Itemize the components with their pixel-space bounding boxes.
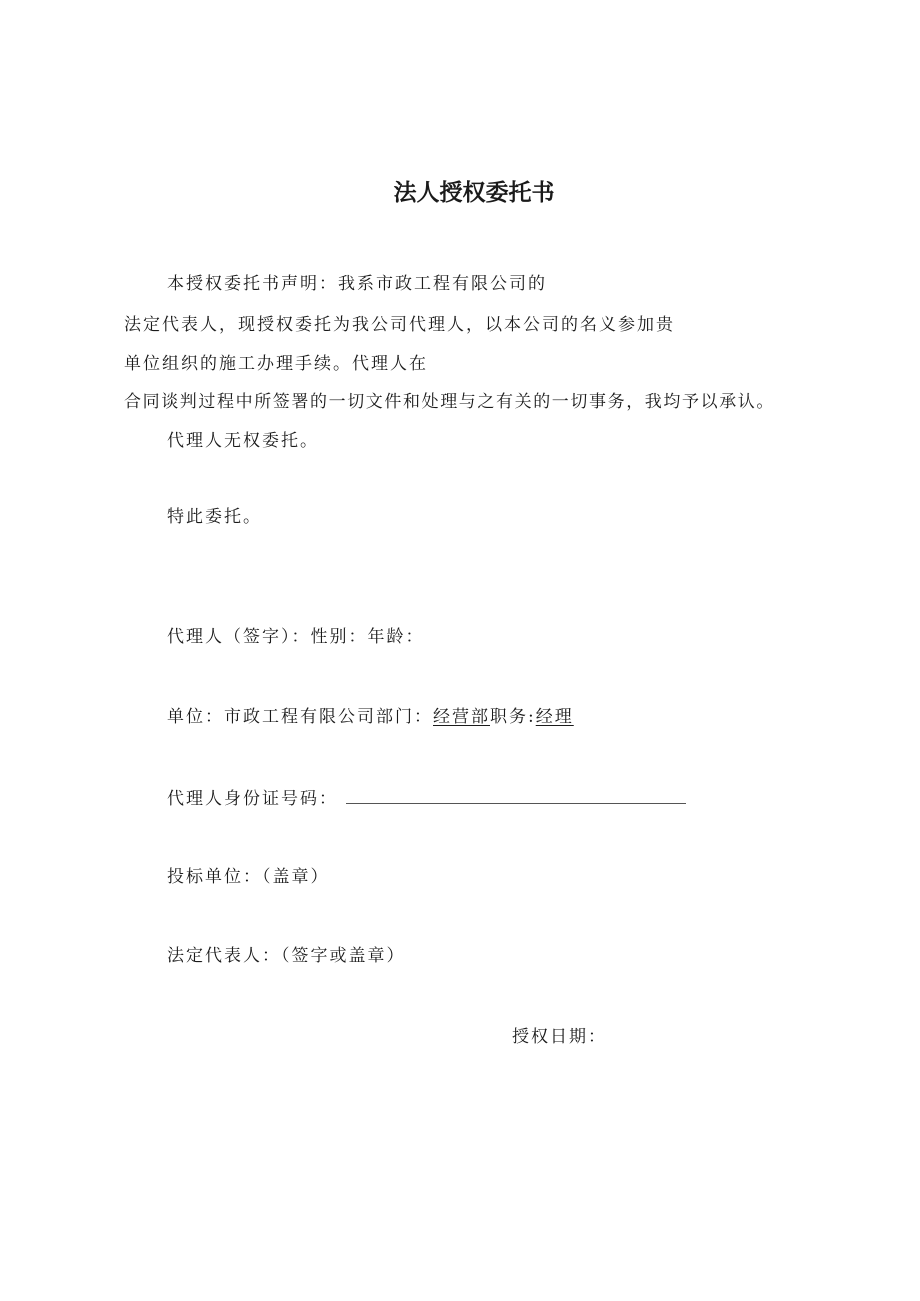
paragraph-line-3: 单位组织的施工办理手续。代理人在	[124, 354, 428, 374]
id-number-blank	[346, 785, 686, 804]
unit-prefix: 单位：市政工程有限公司部门：	[167, 707, 433, 727]
id-number-line	[167, 785, 686, 811]
position-value: 经理	[535, 707, 574, 727]
bidder-line: 投标单位：（盖章）	[167, 867, 330, 887]
paragraph-line-5: 代理人无权委托。	[167, 431, 319, 451]
auth-date-label: 授权日期：	[512, 1027, 607, 1047]
closing-statement: 特此委托。	[167, 507, 262, 527]
page-title: 法人授权委托书	[393, 180, 555, 206]
paragraph-line-1: 本授权委托书声明：我系市政工程有限公司的	[167, 274, 547, 294]
id-number-label: 代理人身份证号码：	[167, 789, 338, 809]
department-value: 经营部	[433, 707, 490, 727]
agent-signature-line: 代理人（签字）：性别：年龄：	[167, 627, 425, 647]
paragraph-line-2: 法定代表人，现授权委托为我公司代理人，以本公司的名义参加贵	[124, 315, 675, 335]
legal-rep-line: 法定代表人：（签字或盖章）	[167, 946, 406, 966]
position-label: 职务:	[490, 707, 536, 727]
unit-line	[167, 705, 574, 729]
paragraph-line-4: 合同谈判过程中所签署的一切文件和处理与之有关的一切事务，我均予以承认。	[124, 392, 775, 412]
